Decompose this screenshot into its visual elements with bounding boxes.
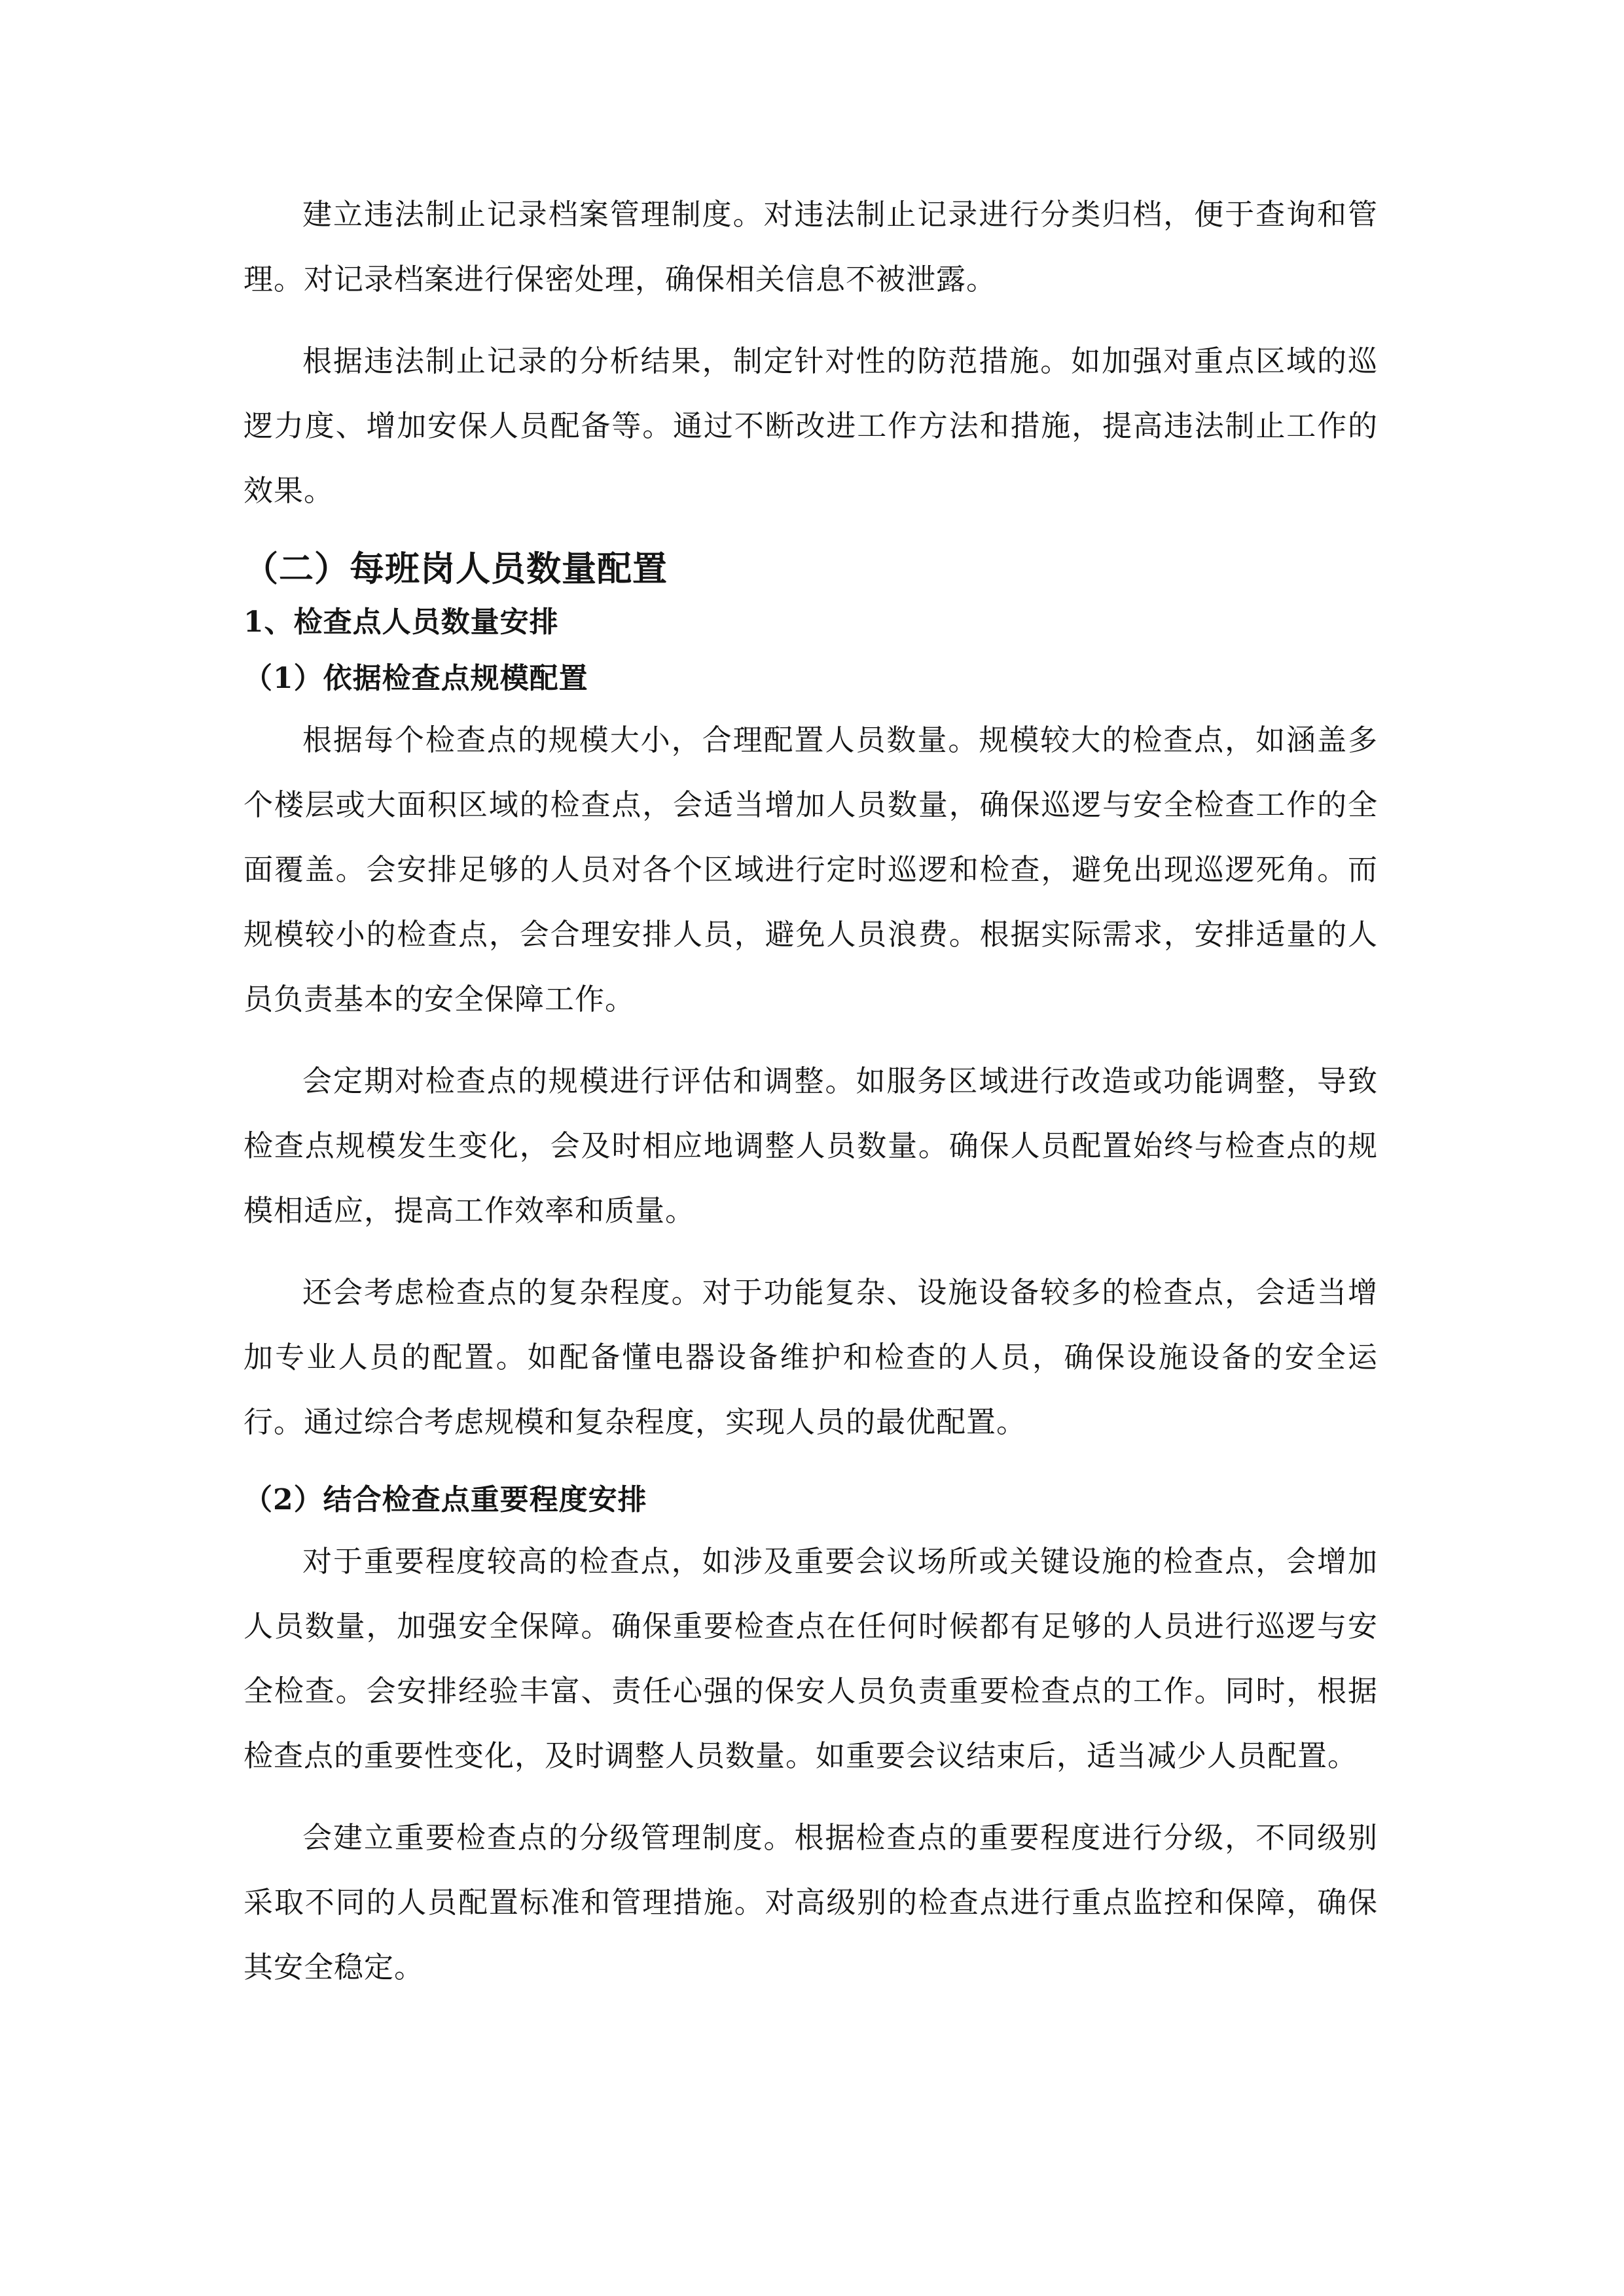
subsection-heading: 1、检查点人员数量安排 [244, 605, 559, 639]
intro-paragraph-2: 根据违法制止记录的分析结果，制定针对性的防范措施。如加强对重点区域的巡逻力度、增加安保人员配备等。通过不断改进工作方法和措施，提高违法制止工作的效果。 [244, 344, 1378, 508]
section-heading: （二）每班岗人员数量配置 [244, 548, 668, 589]
item2-heading: （2）结合检查点重要程度安排 [244, 1483, 647, 1516]
document-body [244, 182, 1378, 2017]
item2-paragraph-1: 对于重要程度较高的检查点，如涉及重要会议场所或关键设施的检查点，会增加人员数量，加强安全保障。确保重要检查点在任何时候都有足够的人员进行巡逻与安全检查。会安排经验丰富、责任心强的保安人员负责重要检查点的工作。同时，根据检查点的重要性变化，及时调整人员数量。如重要会议结束后，适当减少人员配置。 [244, 1544, 1378, 1773]
item1-paragraph-3: 还会考虑检查点的复杂程度。对于功能复杂、设施设备较多的检查点，会适当增加专业人员的配置。如配备懂电器设备维护和检查的人员，确保设施设备的安全运行。通过综合考虑规模和复杂程度，实现人员的最优配置。 [244, 1275, 1378, 1439]
intro-paragraph-1: 建立违法制止记录档案管理制度。对违法制止记录进行分类归档，便于查询和管理。对记录档案进行保密处理，确保相关信息不被泄露。 [244, 197, 1378, 296]
item1-heading: （1）依据检查点规模配置 [244, 662, 588, 695]
item1-paragraph-2: 会定期对检查点的规模进行评估和调整。如服务区域进行改造或功能调整，导致检查点规模发生变化，会及时相应地调整人员数量。确保人员配置始终与检查点的规模相适应，提高工作效率和质量。 [244, 1064, 1378, 1228]
item2-paragraph-2: 会建立重要检查点的分级管理制度。根据检查点的重要程度进行分级，不同级别采取不同的人员配置标准和管理措施。对高级别的检查点进行重点监控和保障，确保其安全稳定。 [244, 1820, 1378, 1984]
item1-paragraph-1: 根据每个检查点的规模大小，合理配置人员数量。规模较大的检查点，如涵盖多个楼层或大面积区域的检查点，会适当增加人员数量，确保巡逻与安全检查工作的全面覆盖。会安排足够的人员对各个区域进行定时巡逻和检查，避免出现巡逻死角。而规模较小的检查点，会合理安排人员，避免人员浪费。根据实际需求，安排适量的人员负责基本的安全保障工作。 [244, 723, 1378, 1016]
